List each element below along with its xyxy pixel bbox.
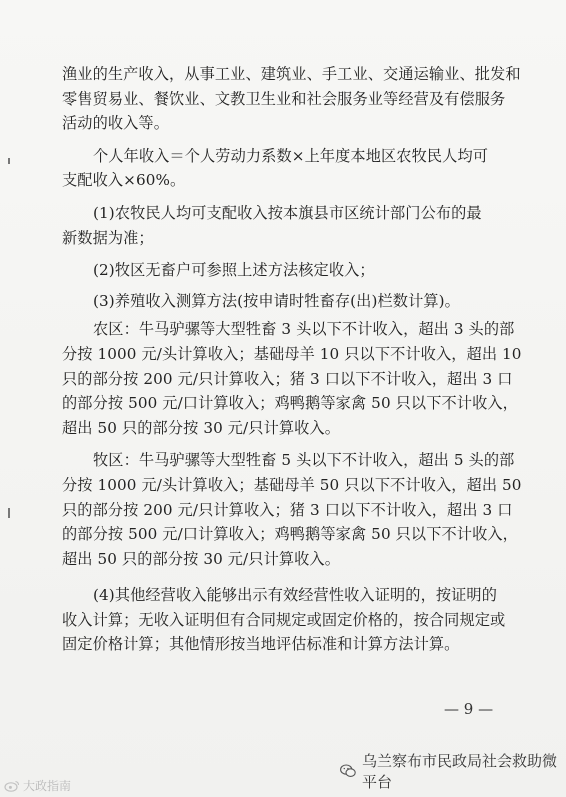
text-line: 牧区：牛马驴骡等大型牲畜 5 头以下不计收入，超出 5 头的部 — [93, 451, 515, 470]
paragraph-item-3 — [62, 289, 514, 314]
text-line: 个人年收入＝个人劳动力系数×上年度本地区农牧民人均可 — [93, 146, 489, 165]
text-line: 只的部分按 200 元/只计算收入；猪 3 口以下不计收入，超出 3 口 — [62, 369, 513, 388]
text-line: 零售贸易业、餐饮业、文教卫生业和社会服务业等经营及有偿服务 — [62, 89, 506, 108]
paragraph-pastoral-area — [62, 448, 522, 571]
text-line: (4)其他经营收入能够出示有效经营性收入证明的，按证明的 — [93, 586, 498, 605]
text-line: 的部分按 500 元/口计算收入；鸡鸭鹅等家禽 50 只以下不计收入， — [62, 525, 518, 544]
watermark-text: 乌兰察布市民政局社会救助微平台 — [362, 752, 558, 791]
weibo-like-icon — [4, 780, 20, 792]
text-line: (2)牧区无畜户可参照上述方法核定收入； — [93, 261, 375, 280]
corner-logo-text: 大政指南 — [23, 779, 72, 793]
text-line: 分按 1000 元/头计算收入；基础母羊 10 只以下不计收入，超出 10 — [62, 344, 522, 363]
text-line: (3)养殖收入测算方法(按申请时牲畜存(出)栏数计算)。 — [93, 291, 460, 310]
paragraph-farming-area — [62, 317, 522, 440]
wechat-icon — [340, 764, 356, 778]
text-line: 分按 1000 元/头计算收入；基础母羊 50 只以下不计收入，超出 50 — [62, 475, 522, 494]
text-line: 超出 50 只的部分按 30 元/只计算收入。 — [62, 549, 341, 568]
text-line: 渔业的生产收入，从事工业、建筑业、手工业、交通运输业、批发和 — [62, 65, 521, 83]
page-number: — 9 — — [444, 700, 494, 718]
account-watermark — [340, 752, 566, 791]
text-line: 超出 50 只的部分按 30 元/只计算收入。 — [62, 418, 341, 437]
text-line: 活动的收入等。 — [62, 114, 170, 133]
paragraph-item-2 — [62, 258, 514, 283]
text-line: 农区：牛马驴骡等大型牲畜 3 头以下不计收入，超出 3 头的部 — [93, 320, 515, 339]
text-line: 固定价格计算；其他情形按当地评估标准和计算方法计算。 — [62, 635, 460, 654]
text-line: 只的部分按 200 元/只计算收入；猪 3 口以下不计收入，超出 3 口 — [62, 500, 513, 519]
binding-mark-top — [8, 158, 10, 164]
paragraph-item-4 — [62, 583, 514, 657]
text-line: 收入计算；无收入证明但有合同规定或固定价格的，按合同规定或 — [62, 610, 506, 629]
corner-logo — [4, 777, 71, 794]
text-line: 的部分按 500 元/口计算收入；鸡鸭鹅等家禽 50 只以下不计收入， — [62, 394, 518, 413]
paragraph-income-sources — [62, 62, 521, 136]
text-line: 新数据为准； — [62, 228, 154, 247]
binding-mark-bottom — [8, 508, 10, 518]
text-line: (1)农牧民人均可支配收入按本旗县市区统计部门公布的最 — [93, 203, 482, 222]
text-line: 支配收入×60%。 — [62, 171, 186, 190]
paragraph-annual-income-formula — [62, 144, 514, 193]
document-body — [62, 62, 522, 657]
paragraph-item-1 — [62, 201, 514, 250]
